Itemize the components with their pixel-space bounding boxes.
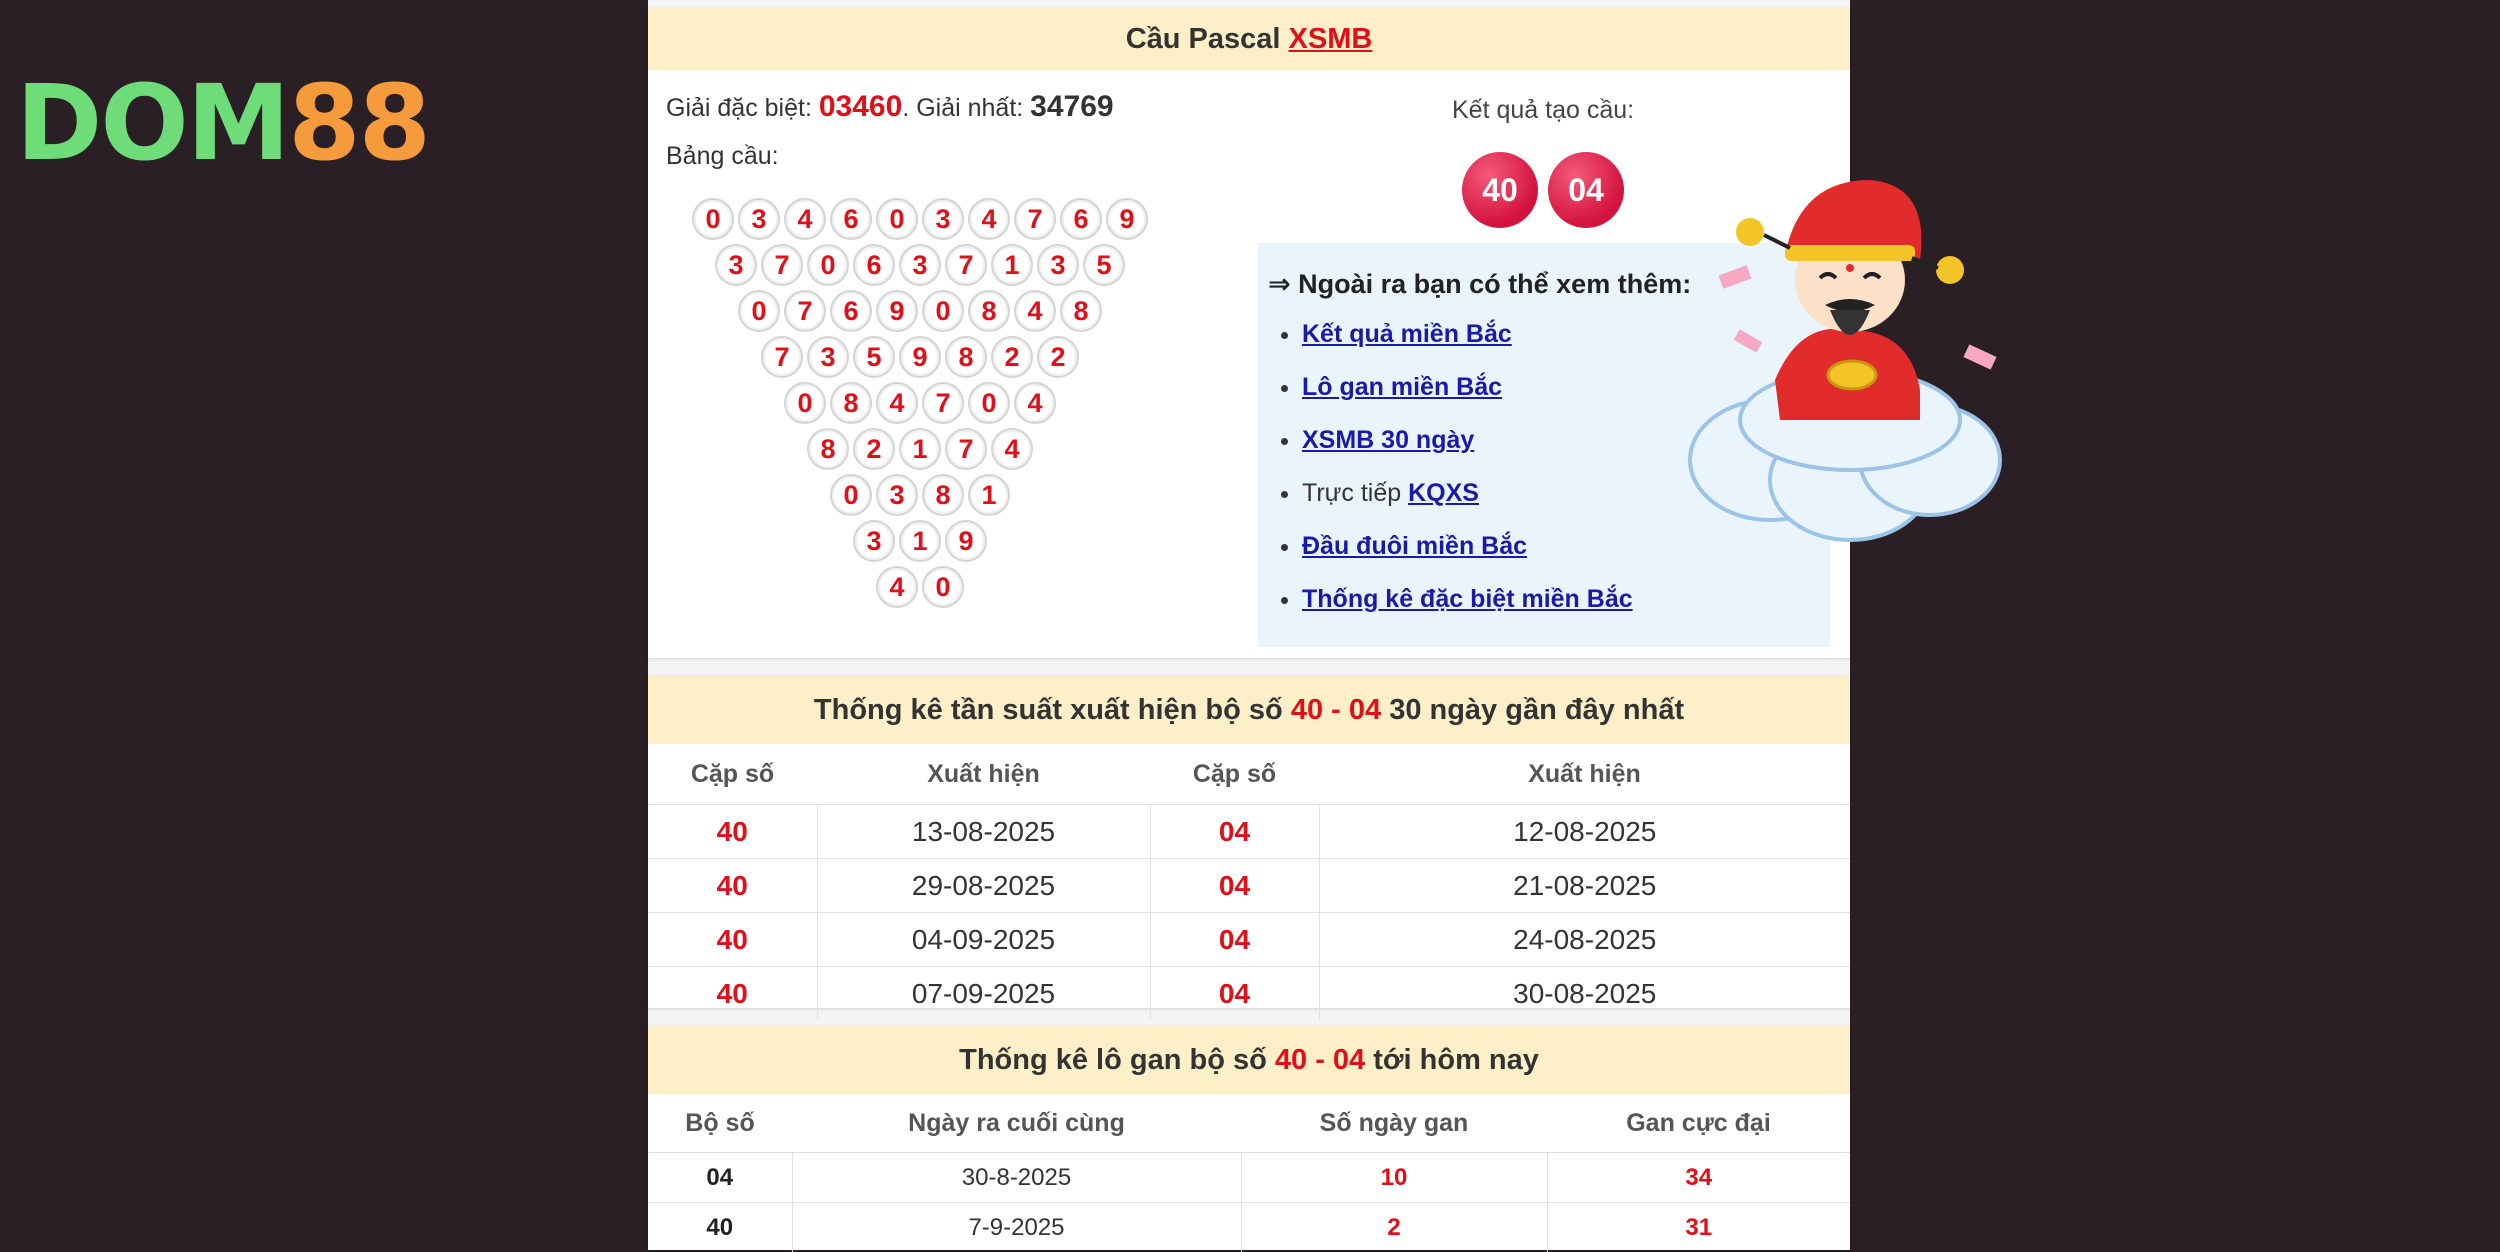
- triangle-digit: 2: [991, 336, 1033, 378]
- result-label: Kết quả tạo cầu:: [1452, 96, 1634, 125]
- lo-gan-pair: 40 - 04: [1275, 1044, 1365, 1076]
- triangle-digit: 7: [761, 336, 803, 378]
- triangle-digit: 4: [1014, 290, 1056, 332]
- triangle-digit: 5: [1083, 244, 1125, 286]
- triangle-digit: 3: [853, 520, 895, 562]
- see-more-title: ⇒ Ngoài ra bạn có thể xem thêm:: [1268, 269, 1820, 300]
- triangle-digit: 0: [876, 198, 918, 240]
- triangle-digit: 4: [784, 198, 826, 240]
- triangle-digit: 1: [968, 474, 1010, 516]
- table-row: 40 04-09-2025 04 24-08-2025: [648, 913, 1850, 967]
- triangle-digit: 4: [1014, 382, 1056, 424]
- content-column: [648, 0, 1850, 1250]
- col-header: Xuất hiện: [817, 744, 1150, 805]
- frequency-card: [648, 676, 1850, 1008]
- col-header: Số ngày gan: [1241, 1094, 1547, 1153]
- triangle-row: [690, 518, 1150, 564]
- special-prize-label: Giải đặc biệt:: [666, 94, 812, 122]
- triangle-digit: 6: [830, 198, 872, 240]
- first-prize-label: . Giải nhất:: [902, 94, 1023, 122]
- table-row: 40 29-08-2025 04 21-08-2025: [648, 859, 1850, 913]
- table-header-row: [648, 1094, 1850, 1153]
- link-xsmb-30-ngay[interactable]: XSMB 30 ngày: [1302, 426, 1474, 454]
- col-header: Cặp số: [648, 744, 817, 805]
- result-balls: [1462, 152, 1624, 228]
- triangle-row: [690, 426, 1150, 472]
- lo-gan-title: Thống kê lô gan bộ số 40 - 04 tới hôm nay: [648, 1026, 1850, 1094]
- lo-gan-table: [648, 1094, 1850, 1252]
- prize-line: [666, 90, 1114, 124]
- triangle-digit: 3: [899, 244, 941, 286]
- triangle-digit: 7: [945, 428, 987, 470]
- link-ket-qua-mien-bac[interactable]: Kết quả miền Bắc: [1302, 320, 1512, 348]
- triangle-digit: 0: [807, 244, 849, 286]
- triangle-digit: 5: [853, 336, 895, 378]
- triangle-digit: 2: [1037, 336, 1079, 378]
- special-prize-value: 03460: [819, 90, 902, 123]
- triangle-digit: 1: [899, 520, 941, 562]
- col-header: Gan cực đại: [1547, 1094, 1850, 1153]
- triangle-digit: 3: [876, 474, 918, 516]
- triangle-digit: 3: [922, 198, 964, 240]
- triangle-digit: 9: [876, 290, 918, 332]
- triangle-digit: 2: [853, 428, 895, 470]
- logo-text-dom: DOM: [16, 71, 288, 175]
- triangle-digit: 8: [968, 290, 1010, 332]
- triangle-row: [690, 288, 1150, 334]
- triangle-digit: 8: [1060, 290, 1102, 332]
- triangle-digit: 4: [876, 382, 918, 424]
- triangle-digit: 8: [945, 336, 987, 378]
- triangle-digit: 0: [738, 290, 780, 332]
- triangle-row: [690, 334, 1150, 380]
- pascal-card: [648, 8, 1850, 658]
- triangle-row: [690, 472, 1150, 518]
- result-ball: 04: [1548, 152, 1624, 228]
- triangle-row: [690, 380, 1150, 426]
- triangle-digit: 8: [922, 474, 964, 516]
- frequency-pair: 40 - 04: [1291, 694, 1381, 726]
- col-header: Xuất hiện: [1319, 744, 1850, 805]
- triangle-digit: 7: [945, 244, 987, 286]
- triangle-digit: 3: [738, 198, 780, 240]
- triangle-digit: 0: [922, 566, 964, 608]
- triangle-digit: 6: [830, 290, 872, 332]
- logo-text-88: 88: [288, 71, 429, 175]
- col-header: Cặp số: [1150, 744, 1319, 805]
- link-lo-gan-mien-bac[interactable]: Lô gan miền Bắc: [1302, 373, 1502, 401]
- table-row: 40 13-08-2025 04 12-08-2025: [648, 805, 1850, 859]
- triangle-digit: 8: [807, 428, 849, 470]
- triangle-digit: 0: [692, 198, 734, 240]
- triangle-digit: 0: [922, 290, 964, 332]
- triangle-digit: 9: [1106, 198, 1148, 240]
- link-dau-duoi-mien-bac[interactable]: Đầu đuôi miền Bắc: [1302, 532, 1527, 560]
- triangle-digit: 1: [991, 244, 1033, 286]
- table-row: 40 07-09-2025 04 30-08-2025: [648, 967, 1850, 1021]
- triangle-digit: 6: [853, 244, 895, 286]
- triangle-digit: 7: [1014, 198, 1056, 240]
- pascal-title-text: Cầu Pascal: [1126, 23, 1281, 55]
- table-row: 04 30-8-2025 10 34: [648, 1153, 1850, 1203]
- result-ball: 40: [1462, 152, 1538, 228]
- first-prize-value: 34769: [1030, 90, 1113, 123]
- triangle-digit: 3: [807, 336, 849, 378]
- triangle-digit: 9: [945, 520, 987, 562]
- triangle-digit: 6: [1060, 198, 1102, 240]
- frequency-title: Thống kê tần suất xuất hiện bộ số 40 - 04 30 ngày gần đây nhất: [648, 676, 1850, 744]
- triangle-digit: 3: [715, 244, 757, 286]
- dom88-logo[interactable]: [16, 78, 429, 168]
- triangle-digit: 0: [830, 474, 872, 516]
- god-of-wealth-mascot-icon: [1680, 160, 2020, 550]
- link-thong-ke-dac-biet[interactable]: Thống kê đặc biệt miền Bắc: [1302, 585, 1633, 613]
- col-header: Bộ số: [648, 1094, 792, 1153]
- pascal-title: [648, 8, 1850, 70]
- triangle-digit: 4: [991, 428, 1033, 470]
- triangle-digit: 4: [968, 198, 1010, 240]
- triangle-row: [690, 196, 1150, 242]
- triangle-digit: 4: [876, 566, 918, 608]
- pascal-triangle: [690, 196, 1150, 610]
- triangle-digit: 0: [968, 382, 1010, 424]
- frequency-table: [648, 744, 1850, 1020]
- triangle-digit: 7: [761, 244, 803, 286]
- triangle-row: [690, 564, 1150, 610]
- triangle-digit: 7: [922, 382, 964, 424]
- triangle-digit: 8: [830, 382, 872, 424]
- truc-tiep-label: Trực tiếp: [1302, 479, 1408, 507]
- table-header-row: [648, 744, 1850, 805]
- triangle-row: [690, 242, 1150, 288]
- triangle-digit: 3: [1037, 244, 1079, 286]
- link-kqxs[interactable]: KQXS: [1408, 479, 1479, 507]
- triangle-digit: 9: [899, 336, 941, 378]
- pascal-table-label: Bảng cầu:: [666, 142, 779, 171]
- triangle-digit: 7: [784, 290, 826, 332]
- xsmb-link[interactable]: XSMB: [1289, 23, 1373, 55]
- col-header: Ngày ra cuối cùng: [792, 1094, 1241, 1153]
- lo-gan-card: [648, 1026, 1850, 1250]
- triangle-digit: 0: [784, 382, 826, 424]
- triangle-digit: 1: [899, 428, 941, 470]
- list-item: [1302, 581, 1820, 634]
- table-row: 40 7-9-2025 2 31: [648, 1203, 1850, 1252]
